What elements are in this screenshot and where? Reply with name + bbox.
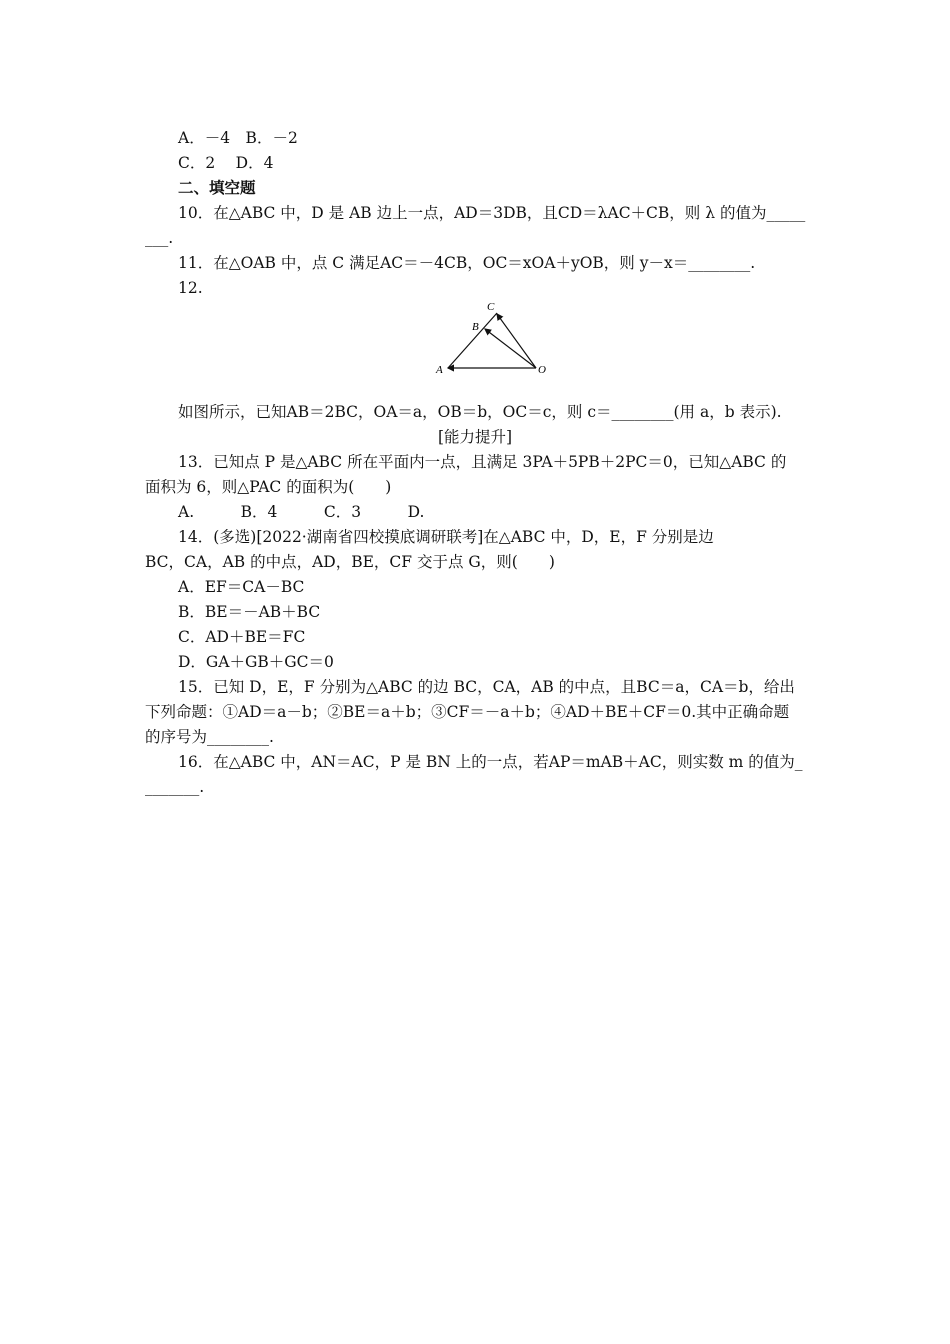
q14-option-b: B．BE＝－AB＋BC [178, 603, 321, 621]
q10-text-cont: ___. [145, 229, 174, 247]
q13-text-cont: 面积为 6，则△PAC 的面积为( ) [145, 478, 392, 496]
label-b: B [472, 321, 479, 333]
q16-text: 16．在△ABC 中，AN＝AC，P 是 BN 上的一点，若AP＝mAB＋AC，则实数 m 的值为_ [178, 753, 803, 771]
q15-text-end: 的序号为________. [145, 728, 274, 746]
section-heading-ability: [能力提升] [437, 428, 513, 446]
q9-options-ab: A．－4 B．－2 [178, 129, 298, 147]
label-a: A [436, 364, 443, 376]
q11-text: 11．在△OAB 中，点 C 满足AC＝－4CB，OC＝xOA＋yOB，则 y－x＝________. [178, 254, 756, 272]
q14-text: 14．(多选)[2022·湖南省四校摸底调研联考]在△ABC 中，D，E，F 分别是边 [178, 528, 714, 546]
q13-options: A. B．4 C．3 D. [178, 503, 425, 521]
q15-text-cont: 下列命题：①AD＝a－b；②BE＝a＋b；③CF＝－a＋b；④AD＋BE＋CF＝0.其中正确命题 [145, 703, 790, 721]
q14-option-a: A．EF＝CA－BC [178, 578, 305, 596]
q15-text: 15．已知 D，E，F 分别为△ABC 的边 BC，CA，AB 的中点，且BC＝a，CA＝b，给出 [178, 678, 795, 696]
vector-ob [485, 329, 536, 368]
q16-text-cont: _______. [145, 778, 205, 796]
q14-option-c: C．AD＋BE＝FC [178, 628, 306, 646]
q14-option-d: D．GA＋GB＋GC＝0 [178, 653, 334, 671]
vector-oc [497, 314, 536, 368]
q9-options-cd: C．2 D．4 [178, 154, 274, 172]
q13-text: 13．已知点 P 是△ABC 所在平面内一点，且满足 3PA＋5PB＋2PC＝0，已知△ABC 的 [178, 453, 787, 471]
q10-text: 10．在△ABC 中，D 是 AB 边上一点，AD＝3DB，且CD＝λAC＋CB，则 λ 的值为_____ [178, 204, 806, 222]
triangle-figure [430, 296, 555, 378]
label-o: O [538, 364, 546, 376]
q14-text-cont: BC，CA，AB 的中点，AD，BE，CF 交于点 G，则( ) [145, 553, 555, 571]
q12-text: 如图所示，已知AB＝2BC，OA＝a，OB＝b，OC＝c，则 c＝________(用 a，b 表示). [178, 403, 782, 421]
section-heading-fill-blank: 二、填空题 [178, 178, 256, 197]
label-c: C [487, 301, 495, 313]
q12-number: 12. [178, 279, 203, 297]
